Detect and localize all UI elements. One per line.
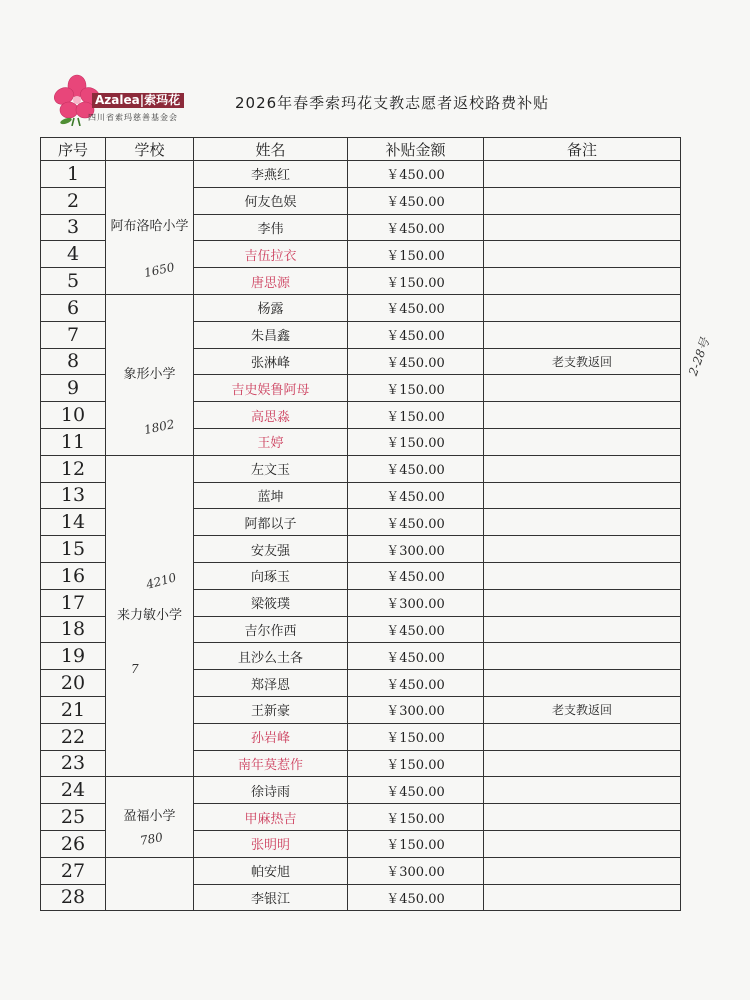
subsidy-amount: ￥150.00: [348, 375, 484, 402]
row-index: 7: [41, 321, 106, 348]
volunteer-name: 蓝坤: [194, 482, 348, 509]
volunteer-name: 朱昌鑫: [194, 321, 348, 348]
remark: [484, 455, 681, 482]
handwritten-note: 780: [138, 830, 164, 848]
table-row: [41, 777, 681, 804]
subsidy-amount: ￥450.00: [348, 884, 484, 911]
row-index: 23: [41, 750, 106, 777]
remark: [484, 670, 681, 697]
subsidy-amount: ￥300.00: [348, 536, 484, 563]
remark: [484, 830, 681, 857]
handwritten-date: 2-28号: [685, 336, 713, 378]
row-index: 6: [41, 294, 106, 321]
volunteer-name: 郑泽恩: [194, 670, 348, 697]
row-index: 13: [41, 482, 106, 509]
handwritten-note: 7: [131, 662, 139, 676]
remark: [484, 214, 681, 241]
subsidy-amount: ￥300.00: [348, 589, 484, 616]
header-index: 序号: [41, 138, 106, 161]
row-index: 10: [41, 402, 106, 429]
row-index: 25: [41, 804, 106, 831]
row-index: 15: [41, 536, 106, 563]
row-index: 27: [41, 857, 106, 884]
subsidy-amount: ￥150.00: [348, 241, 484, 268]
subsidy-amount: ￥450.00: [348, 777, 484, 804]
volunteer-name: 徐诗雨: [194, 777, 348, 804]
volunteer-name: 且沙么土各: [194, 643, 348, 670]
subsidy-amount: ￥450.00: [348, 670, 484, 697]
subsidy-amount: ￥450.00: [348, 348, 484, 375]
subsidy-amount: ￥150.00: [348, 402, 484, 429]
remark: [484, 884, 681, 911]
remark: [484, 375, 681, 402]
volunteer-name: 张淋峰: [194, 348, 348, 375]
row-index: 26: [41, 830, 106, 857]
subsidy-amount: ￥150.00: [348, 428, 484, 455]
subsidy-amount: ￥450.00: [348, 562, 484, 589]
volunteer-name: 李伟: [194, 214, 348, 241]
header-note: 备注: [484, 138, 681, 161]
logo-text: Azalea|索玛花: [92, 93, 184, 108]
remark: [484, 616, 681, 643]
school-name: 盈福小学: [106, 777, 194, 857]
handwritten-note: 1802: [142, 416, 176, 438]
subsidy-amount: ￥450.00: [348, 321, 484, 348]
remark: [484, 241, 681, 268]
row-index: 17: [41, 589, 106, 616]
volunteer-name: 吉尔作西: [194, 616, 348, 643]
table-body: [41, 161, 681, 911]
handwritten-note: 1650: [142, 259, 176, 281]
remark: [484, 562, 681, 589]
remark: 老支教返回: [484, 348, 681, 375]
subsidy-amount: ￥450.00: [348, 482, 484, 509]
remark: [484, 857, 681, 884]
volunteer-name: 李燕红: [194, 161, 348, 188]
header-name: 姓名: [194, 138, 348, 161]
subsidy-amount: ￥150.00: [348, 723, 484, 750]
remark: [484, 161, 681, 188]
subsidy-amount: ￥150.00: [348, 750, 484, 777]
handwritten-note: 4210: [144, 570, 178, 592]
remark: [484, 268, 681, 295]
volunteer-name: 王新豪: [194, 696, 348, 723]
document-title: 2026年春季索玛花支教志愿者返校路费补贴: [235, 94, 550, 112]
subsidy-amount: ￥450.00: [348, 616, 484, 643]
subsidy-amount: ￥450.00: [348, 294, 484, 321]
table-row: [41, 857, 681, 884]
row-index: 22: [41, 723, 106, 750]
foundation-logo: [52, 74, 202, 126]
remark: [484, 643, 681, 670]
subsidy-amount: ￥450.00: [348, 187, 484, 214]
volunteer-name: 甲麻热吉: [194, 804, 348, 831]
school-name: [106, 857, 194, 911]
volunteer-name: 张明明: [194, 830, 348, 857]
volunteer-name: 李银江: [194, 884, 348, 911]
remark: [484, 750, 681, 777]
remark: [484, 187, 681, 214]
school-name: 阿布洛哈小学: [106, 161, 194, 295]
header-amount: 补贴金额: [348, 138, 484, 161]
volunteer-name: 梁筱璞: [194, 589, 348, 616]
volunteer-name: 向琢玉: [194, 562, 348, 589]
row-index: 9: [41, 375, 106, 402]
subsidy-amount: ￥300.00: [348, 857, 484, 884]
remark: [484, 482, 681, 509]
row-index: 16: [41, 562, 106, 589]
volunteer-name: 高思淼: [194, 402, 348, 429]
volunteer-name: 吉史娱鲁阿母: [194, 375, 348, 402]
remark: [484, 428, 681, 455]
row-index: 20: [41, 670, 106, 697]
subsidy-amount: ￥150.00: [348, 804, 484, 831]
subsidy-table: [40, 137, 681, 911]
remark: [484, 402, 681, 429]
subsidy-amount: ￥450.00: [348, 214, 484, 241]
row-index: 11: [41, 428, 106, 455]
school-name: 来力敏小学: [106, 455, 194, 777]
table-row: [41, 294, 681, 321]
row-index: 1: [41, 161, 106, 188]
row-index: 4: [41, 241, 106, 268]
header-school: 学校: [106, 138, 194, 161]
volunteer-name: 安友强: [194, 536, 348, 563]
volunteer-name: 杨露: [194, 294, 348, 321]
row-index: 21: [41, 696, 106, 723]
remark: [484, 294, 681, 321]
subsidy-amount: ￥150.00: [348, 268, 484, 295]
row-index: 2: [41, 187, 106, 214]
school-name: 象形小学: [106, 294, 194, 455]
volunteer-name: 南年莫惹作: [194, 750, 348, 777]
row-index: 8: [41, 348, 106, 375]
volunteer-name: 王婷: [194, 428, 348, 455]
subsidy-amount: ￥300.00: [348, 696, 484, 723]
table-row: [41, 161, 681, 188]
remark: [484, 589, 681, 616]
row-index: 18: [41, 616, 106, 643]
row-index: 28: [41, 884, 106, 911]
remark: [484, 723, 681, 750]
subsidy-amount: ￥450.00: [348, 161, 484, 188]
row-index: 5: [41, 268, 106, 295]
subsidy-amount: ￥450.00: [348, 455, 484, 482]
volunteer-name: 何友色娱: [194, 187, 348, 214]
remark: [484, 804, 681, 831]
remark: [484, 321, 681, 348]
row-index: 19: [41, 643, 106, 670]
volunteer-name: 吉伍拉衣: [194, 241, 348, 268]
logo-subtitle: 四川省索玛慈善基金会: [88, 113, 178, 122]
subsidy-amount: ￥450.00: [348, 509, 484, 536]
volunteer-name: 孙岩峰: [194, 723, 348, 750]
row-index: 14: [41, 509, 106, 536]
remark: [484, 777, 681, 804]
row-index: 3: [41, 214, 106, 241]
volunteer-name: 左文玉: [194, 455, 348, 482]
remark: [484, 509, 681, 536]
row-index: 12: [41, 455, 106, 482]
volunteer-name: 唐思源: [194, 268, 348, 295]
remark: [484, 536, 681, 563]
volunteer-name: 帕安旭: [194, 857, 348, 884]
subsidy-amount: ￥450.00: [348, 643, 484, 670]
remark: 老支教返回: [484, 696, 681, 723]
table-header-row: [41, 138, 681, 161]
volunteer-name: 阿都以子: [194, 509, 348, 536]
row-index: 24: [41, 777, 106, 804]
table-row: [41, 455, 681, 482]
subsidy-amount: ￥150.00: [348, 830, 484, 857]
